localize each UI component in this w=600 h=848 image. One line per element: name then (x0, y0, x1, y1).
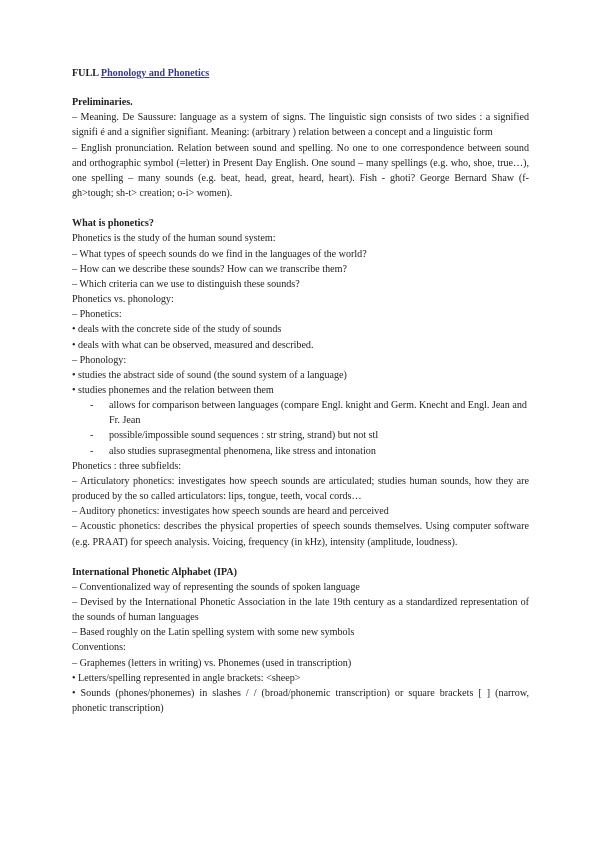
text-line: – How can we describe these sounds? How can we transcribe them? (72, 263, 347, 275)
text-line: • deals with what can be observed, measured and described. (72, 339, 314, 351)
text-line: – What types of speech sounds do we find in the languages of the world? (72, 248, 367, 260)
list-item: - allows for comparison between languages (compare Engl. knight and Germ. Knecht and Engl. Jean and Fr. Jean (72, 398, 529, 428)
text-line: • studies the abstract side of sound (the sound system of a language) (72, 369, 347, 381)
document-title (72, 66, 529, 81)
paragraph: – English pronunciation. Relation between sound and spelling. No one to one correspondence between sound and orthographic symbol (=letter) in Present Day English. One sound – many spellings (e.g. who, shoe, true…), one spelling – many sounds (e.g. beat, head, great, heard, heart). Fish - ghoti? George Bernard Shaw (f-gh>tough; sh-t> creation; o-i> women). (72, 142, 529, 200)
text-line: – Phonology: (72, 354, 127, 366)
document-page (72, 66, 529, 729)
text-line: Phonetics : three subfields: (72, 460, 182, 472)
paragraph: – Articulatory phonetics: investigates how speech sounds are articulated; studies human sounds, how they are produced by the so called articulators: lips, tongue, teeth, vocal cords… (72, 475, 529, 503)
title-link[interactable]: Phonology and Phonetics (100, 68, 210, 79)
section-heading: International Phonetic Alphabet (IPA) (72, 566, 237, 578)
dash-list (72, 398, 529, 459)
paragraph: • Sounds (phones/phonemes) in slashes / / (broad/phonemic transcription) or square brackets [ ] (narrow, phonetic transcription) (72, 687, 529, 715)
text-line: – Auditory phonetics: investigates how speech sounds are heard and perceived (72, 506, 389, 518)
paragraph: – Devised by the International Phonetic Association in the late 19th century as a standardized representation of the sounds of human languages (72, 597, 529, 624)
text-line: – Conventionalized way of representing the sounds of spoken language (72, 581, 360, 593)
section-heading: Preliminaries. (72, 97, 133, 109)
text-line: Phonetics is the study of the human sound system: (72, 233, 276, 245)
text-line: • deals with the concrete side of the study of sounds (72, 324, 282, 336)
section-ipa (72, 565, 529, 717)
text-line: – Graphemes (letters in writing) vs. Phonemes (used in transcription) (72, 657, 352, 669)
section-what-is-phonetics (72, 216, 529, 549)
text-line: Conventions: (72, 642, 126, 654)
title-prefix: FULL (72, 68, 99, 79)
paragraph: – Meaning. De Saussure: language as a system of signs. The linguistic sign consists of two sides : a signified signifi é and a signifier signifiant. Meaning: (arbitrary ) relation between a concept and a linguistic form (72, 112, 529, 139)
text-line: Phonetics vs. phonology: (72, 294, 174, 306)
list-item: - possible/impossible sound sequences : str string, strand) but not stl (72, 428, 529, 443)
text-line: – Based roughly on the Latin spelling system with some new symbols (72, 627, 355, 639)
text-line: – Which criteria can we use to distinguish these sounds? (72, 278, 300, 290)
section-preliminaries (72, 95, 529, 201)
paragraph: – Acoustic phonetics: describes the physical properties of speech sounds themselves. Using computer software (e.g. PRAAT) for speech analysis. Voicing, frequency (in kHz), intensity (amplitude, loudness). (72, 521, 529, 548)
text-line: • Letters/spelling represented in angle brackets: <sheep> (72, 672, 301, 684)
section-heading: What is phonetics? (72, 218, 154, 230)
text-line: • studies phonemes and the relation between them (72, 384, 274, 396)
list-item: - also studies suprasegmental phenomena, like stress and intonation (72, 444, 529, 459)
text-line: – Phonetics: (72, 309, 122, 321)
